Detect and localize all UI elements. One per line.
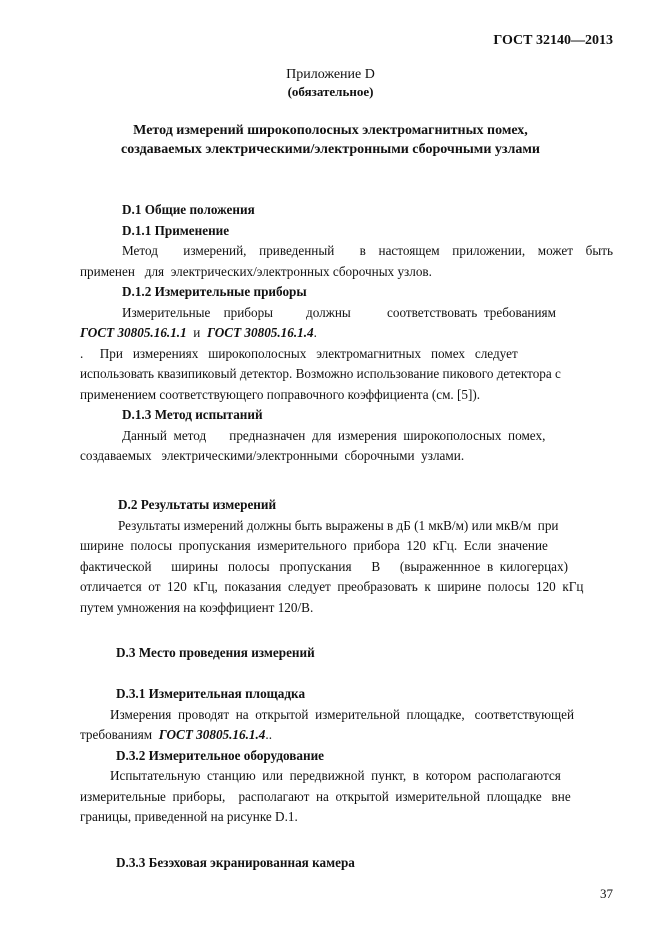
paragraph-line: Данный метод предназначен для измерения широкополосных помех, — [122, 427, 546, 443]
paragraph-line: фактической ширины полосы пропускания В (выраженнное в килогерцах) — [80, 558, 569, 574]
heading-d3: D.3 Место проведения измерений — [116, 645, 315, 660]
section-d3-1 — [80, 684, 613, 828]
section-d3 — [80, 643, 613, 664]
section-d2 — [80, 495, 613, 618]
paragraph-line: путем умножения на коэффициент 120/B. — [80, 599, 314, 615]
paragraph-line: Измерительные приборы должны соответствовать требованиям — [122, 304, 556, 320]
paragraph-line: отличается от 120 кГц, показания следует преобразовать к ширине полосы 120 кГц — [80, 579, 584, 594]
paragraph-line: создаваемых электрическими/электронными сборочными узлами. — [80, 448, 465, 463]
paragraph-line: применением соответствующего поправочного коэффициента (см. [5]). — [80, 386, 481, 402]
page-number: 37 — [600, 886, 613, 901]
gost-reference: ГОСТ 30805.16.1.1 — [80, 325, 187, 340]
heading-d3-1: D.3.1 Измерительная площадка — [116, 686, 306, 701]
paragraph-line: . При измерениях широкополосных электромагнитных помех следует — [80, 345, 518, 361]
paragraph-line: ширине полосы пропускания измерительного прибора 120 кГц. Если значение — [80, 538, 548, 553]
heading-d3-3: D.3.3 Безэховая экранированная камера — [116, 855, 355, 870]
document-heading — [0, 121, 661, 159]
paragraph-line: Испытательную станцию или передвижной пункт, в котором располагаются — [110, 768, 561, 783]
paragraph-text: требованиям — [80, 727, 153, 742]
conjunction: и — [193, 325, 201, 340]
annex-status: (обязательное) — [287, 84, 374, 99]
paragraph-line: измерительные приборы, располагают на открытой измерительной площадке вне — [80, 788, 571, 804]
heading-line-2: создаваемых электрическими/электронными сборочными узлами — [121, 142, 540, 157]
paragraph-line: Измерения проводят на открытой измерительной площадке, соответствующей — [110, 706, 575, 722]
standard-header: ГОСТ 32140—2013 — [493, 33, 613, 48]
reference-line: ГОСТ 30805.16.1.1 и ГОСТ 30805.16.1.4. — [80, 325, 317, 340]
heading-d2: D.2 Результаты измерений — [118, 497, 277, 512]
heading-line-1: Метод измерений широкополосных электромагнитных помех, — [133, 123, 528, 138]
paragraph-line: границы, приведенной на рисунке D.1. — [80, 809, 298, 824]
heading-d1-2: D.1.2 Измерительные приборы — [122, 284, 307, 299]
paragraph-line: использовать квазипиковый детектор. Возможно использование пикового детектора с — [80, 366, 561, 381]
paragraph-line: Результаты измерений должны быть выражены в дБ (1 мкВ/м) или мкВ/м при — [118, 517, 559, 533]
reference-line: требованиям ГОСТ 30805.16.1.4.. — [80, 727, 272, 742]
heading-d1-1: D.1.1 Применение — [122, 222, 230, 238]
gost-reference: ГОСТ 30805.16.1.4 — [206, 325, 314, 340]
section-d3-3 — [80, 853, 613, 874]
paragraph-line: Метод измерений, приведенный в настоящем приложении, может быть — [122, 243, 613, 258]
heading-d3-2: D.3.2 Измерительное оборудование — [116, 747, 325, 763]
gost-reference: ГОСТ 30805.16.1.4 — [158, 727, 266, 742]
heading-d1: D.1 Общие положения — [122, 202, 255, 217]
annex-title: Приложение D — [286, 67, 375, 82]
section-d1 — [80, 200, 613, 467]
paragraph-line: применен для электрических/электронных сборочных узлов. — [80, 263, 432, 279]
heading-d1-3: D.1.3 Метод испытаний — [122, 407, 263, 422]
